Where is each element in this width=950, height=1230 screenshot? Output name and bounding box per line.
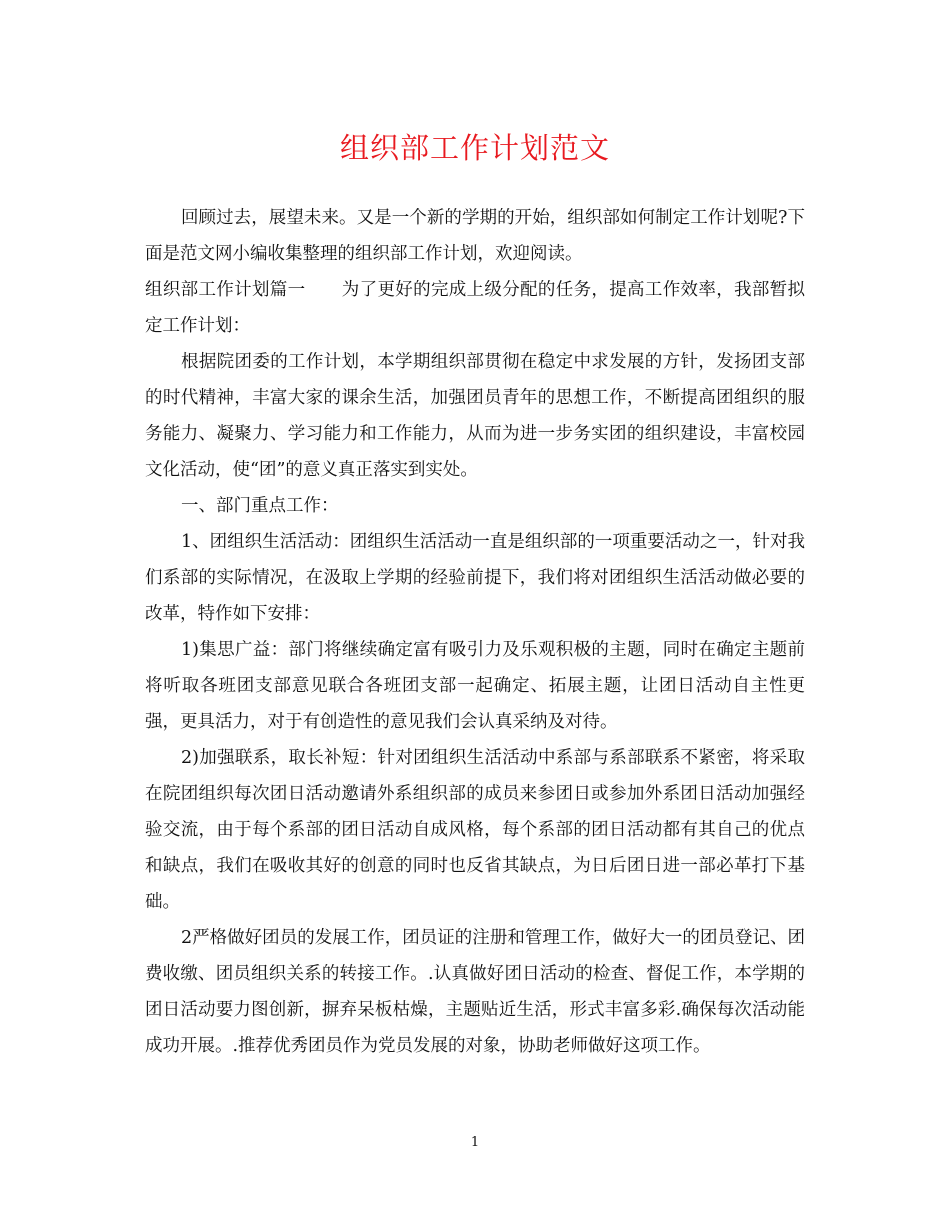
section-paragraph bbox=[145, 272, 805, 344]
body-paragraph: 1、团组织生活活动：团组织生活活动一直是组织部的一项重要活动之一，针对我们系部的实际情况，在汲取上学期的经验前提下，我们将对团组织生活活动做必要的改革，特作如下安排： bbox=[145, 532, 805, 624]
body-paragraph: 1)集思广益：部门将继续确定富有吸引力及乐观积极的主题，同时在确定主题前将听取各班团支部意见联合各班团支部一起确定、拓展主题，让团日活动自主性更强，更具活力，对于有创造性的意见我们会认真采纳及对待。 bbox=[145, 640, 805, 732]
body-paragraph: 2)加强联系，取长补短：针对团组织生活活动中系部与系部联系不紧密，将采取在院团组织每次团日活动邀请外系组织部的成员来参团日或参加外系团日活动加强经验交流，由于每个系部的团日活动自成风格，每个系部的团日活动都有其自己的优点和缺点，我们在吸收其好的创意的同时也反省其缺点，为日后团日进一部必革打下基础。 bbox=[145, 748, 805, 912]
page-number: 1 bbox=[470, 1135, 480, 1150]
body-paragraph: 根据院团委的工作计划，本学期组织部贯彻在稳定中求发展的方针，发扬团支部的时代精神，丰富大家的课余生活，加强团员青年的思想工作，不断提高团组织的服务能力、凝聚力、学习能力和工作能力，从而为进一步务实团的组织建设，丰富校园文化活动，使“团”的意义真正落实到实处。 bbox=[145, 352, 805, 480]
section-text: 为了更好的完成上级分配的任务，提高工作效率，我部暂拟定工作计划： bbox=[145, 280, 806, 336]
intro-paragraph: 回顾过去，展望未来。又是一个新的学期的开始，组织部如何制定工作计划呢?下面是范文网小编收集整理的组织部工作计划，欢迎阅读。 bbox=[145, 208, 805, 264]
section-label: 组织部工作计划篇一 bbox=[145, 280, 306, 300]
document-body bbox=[145, 200, 805, 1064]
body-paragraph: 2严格做好团员的发展工作，团员证的注册和管理工作，做好大一的团员登记、团费收缴、团员组织关系的转接工作。.认真做好团日活动的检查、督促工作，本学期的团日活动要力图创新，摒弃呆板枯燥，主题贴近生活，形式丰富多彩.确保每次活动能成功开展。.推荐优秀团员作为党员发展的对象，协助老师做好这项工作。 bbox=[145, 928, 805, 1056]
document-title: 组织部工作计划范文 bbox=[339, 131, 610, 165]
heading-key-work: 一、部门重点工作： bbox=[181, 496, 339, 516]
